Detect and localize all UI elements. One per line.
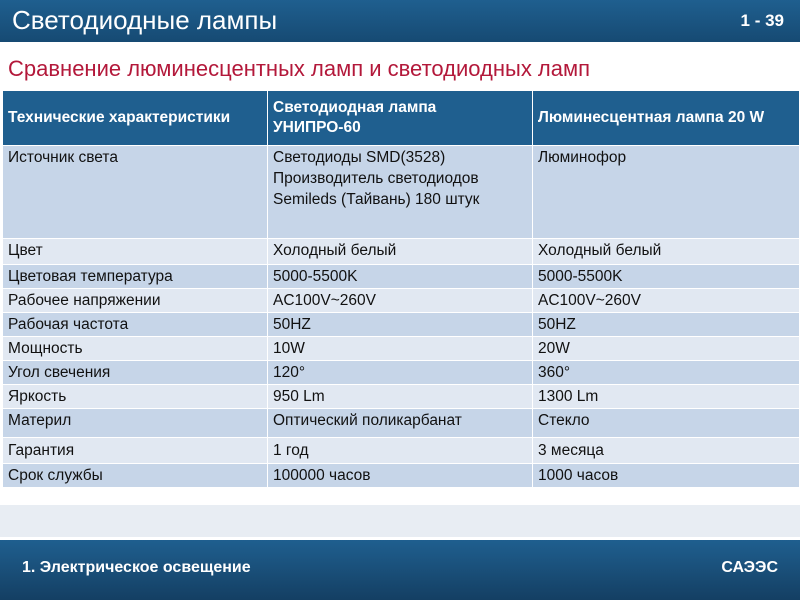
- table-row: [3, 464, 800, 488]
- table-row: [3, 361, 800, 385]
- footer-org-label: САЭЭС: [721, 559, 778, 576]
- footer-strip: [0, 505, 800, 537]
- table-cell: Люминофор: [533, 146, 800, 239]
- table-cell: Источник света: [3, 146, 268, 239]
- slide-number: 1 - 39: [740, 11, 784, 30]
- table-row: [3, 438, 800, 464]
- table-cell: Холодный белый: [268, 239, 533, 265]
- table-row: [3, 313, 800, 337]
- table-row: [3, 289, 800, 313]
- table-cell: Цветовая температура: [3, 265, 268, 289]
- footer-bar: [0, 540, 800, 600]
- table-cell: 20W: [533, 337, 800, 361]
- table-cell: Гарантия: [3, 438, 268, 464]
- table-cell: 5000-5500K: [268, 265, 533, 289]
- table-cell: 5000-5500K: [533, 265, 800, 289]
- slide-title: Светодиодные лампы: [12, 5, 278, 35]
- comparison-table: [2, 90, 800, 488]
- table-cell: Светодиоды SMD(3528) Производитель светодиодов Semileds (Тайвань) 180 штук: [268, 146, 533, 239]
- table-row: [3, 337, 800, 361]
- header-bar: [0, 0, 800, 42]
- table-cell: 950 Lm: [268, 385, 533, 409]
- table-cell: Яркость: [3, 385, 268, 409]
- table-cell: Стекло: [533, 409, 800, 438]
- table-row: [3, 239, 800, 265]
- table-cell: Материл: [3, 409, 268, 438]
- table-cell: 50HZ: [533, 313, 800, 337]
- table-cell: 50HZ: [268, 313, 533, 337]
- table-cell: 10W: [268, 337, 533, 361]
- table-cell: 120°: [268, 361, 533, 385]
- table-cell: AC100V~260V: [533, 289, 800, 313]
- table-header-row: [3, 91, 800, 146]
- table-row: [3, 409, 800, 438]
- table-cell: 1000 часов: [533, 464, 800, 488]
- table-cell: Мощность: [3, 337, 268, 361]
- table-cell: AC100V~260V: [268, 289, 533, 313]
- table-cell: Срок службы: [3, 464, 268, 488]
- table-row: [3, 146, 800, 239]
- table-header-cell: Светодиодная лампа УНИПРО-60: [268, 91, 533, 146]
- table-header-cell: Люминесцентная лампа 20 W: [533, 91, 800, 146]
- footer-section-label: 1. Электрическое освещение: [22, 559, 251, 576]
- table-cell: 3 месяца: [533, 438, 800, 464]
- table-header-cell: Технические характеристики: [3, 91, 268, 146]
- table-cell: Холодный белый: [533, 239, 800, 265]
- table-row: [3, 265, 800, 289]
- table-cell: Оптический поликарбанат: [268, 409, 533, 438]
- table-cell: 1300 Lm: [533, 385, 800, 409]
- table-cell: 1 год: [268, 438, 533, 464]
- slide-subtitle: Сравнение люминесцентных ламп и светодиодных ламп: [8, 56, 591, 81]
- table-cell: Рабочая частота: [3, 313, 268, 337]
- table-cell: 100000 часов: [268, 464, 533, 488]
- table-cell: Цвет: [3, 239, 268, 265]
- table-row: [3, 385, 800, 409]
- table-cell: Угол свечения: [3, 361, 268, 385]
- table-cell: 360°: [533, 361, 800, 385]
- table-cell: Рабочее напряжении: [3, 289, 268, 313]
